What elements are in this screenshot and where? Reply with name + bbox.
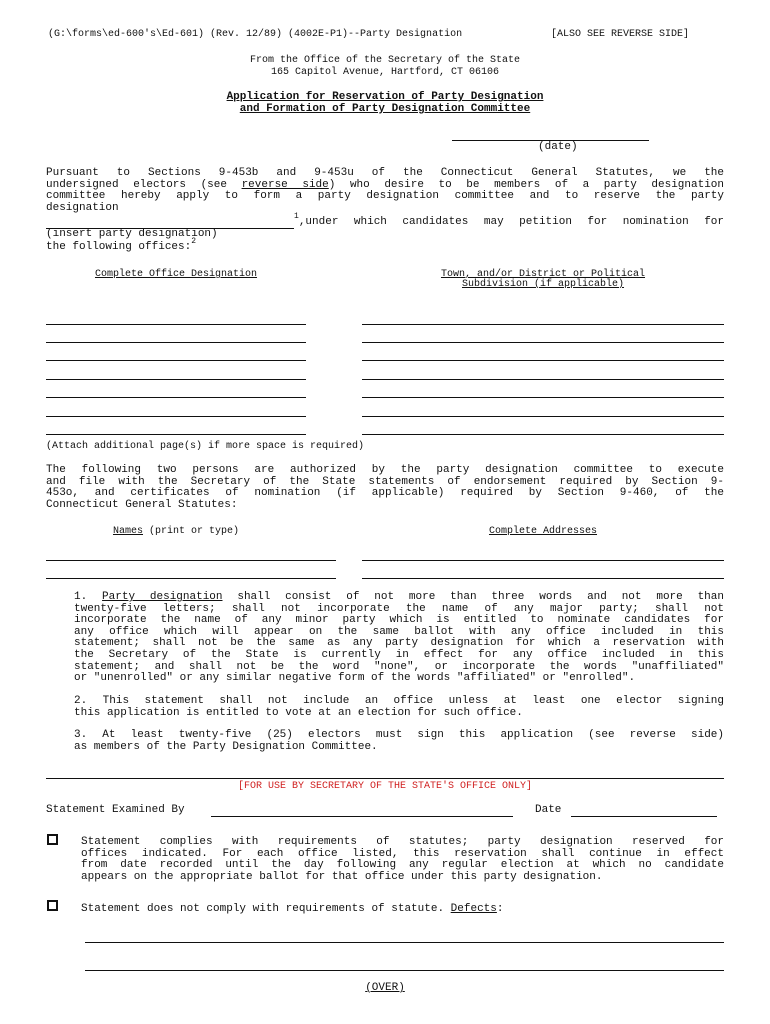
office-line[interactable]	[46, 416, 306, 417]
town-line[interactable]	[362, 342, 724, 343]
town-line[interactable]	[362, 360, 724, 361]
authorized-line-2: and file with the Secretary of the State statements of endorsement required by Section 9-	[46, 475, 724, 488]
intro-line-2: undersigned electors (see reverse side) who desire to be members of a party designation	[46, 178, 725, 191]
authorized-line-1: The following two persons are authorized by the party designation committee to execute	[46, 464, 724, 476]
intro-line-1: Pursuant to Sections 9-453b and 9-453u of the Connecticut General Statutes, we the	[46, 167, 724, 179]
note-2-line-2: this application is entitled to vote at an election for such office.	[74, 706, 523, 719]
complies-line-1: Statement complies with requirements of statutes; party designation reserved for	[81, 836, 724, 848]
office-line-1: From the Office of the Secretary of the State	[249, 55, 521, 66]
date-label: (date)	[538, 141, 578, 153]
complies-line-2: offices indicated. For each office listed, this reservation shall continue in effect	[81, 847, 724, 860]
note-1-line-2: twenty-five letters; shall not incorporate the name of any major party; shall not	[74, 602, 724, 615]
authorized-line-4: Connecticut General Statutes:	[46, 498, 238, 511]
office-line[interactable]	[46, 342, 306, 343]
office-line-2: 165 Capitol Avenue, Hartford, CT 06106	[270, 67, 500, 78]
defects-line-2[interactable]	[85, 970, 724, 971]
note-1-line-3: incorporate the name of any minor party which is entitled to nominate candidates for	[74, 614, 724, 627]
addresses-column-header: Complete Addresses	[488, 526, 598, 537]
town-line[interactable]	[362, 434, 724, 435]
note-1	[74, 592, 724, 685]
see-reverse-note: [ALSO SEE REVERSE SIDE]	[551, 29, 690, 40]
complies-line-3: from date recorded until the day following any regular election at which no candidate	[81, 859, 724, 872]
examined-by-line[interactable]	[211, 816, 513, 817]
intro-line-4: designation	[46, 201, 119, 214]
note-3	[74, 730, 724, 753]
office-line[interactable]	[46, 397, 306, 398]
note-1-line-8: or "unenrolled" or any similar negative form of the words "affiliated" or "enrolled".	[74, 672, 636, 685]
complies-line-4: appears on the appropriate ballot for that office under this party designation.	[81, 870, 603, 883]
complies-checkbox[interactable]	[47, 834, 58, 845]
town-column-header-2: Subdivision (if applicable)	[461, 279, 625, 290]
note-1-line-5: statement; shall not be the same as any party designation for which a reservation with	[74, 637, 724, 650]
footnote-1-marker: 1	[294, 212, 299, 222]
defects-line-1[interactable]	[85, 942, 724, 943]
title-line-1: Application for Reservation of Party Designation	[226, 91, 544, 103]
note-3-line-1: 3. At least twenty-five (25) electors must sign this application (see reverse side)	[74, 729, 724, 741]
office-line[interactable]	[46, 434, 306, 435]
following-offices-label: the following offices:$^2$	[46, 237, 197, 253]
name-line-1[interactable]	[46, 560, 336, 561]
office-line[interactable]	[46, 360, 306, 361]
address-line-2[interactable]	[362, 578, 724, 579]
complies-text	[81, 837, 724, 883]
town-line[interactable]	[362, 397, 724, 398]
examined-by-label: Statement Examined By	[46, 804, 185, 816]
office-line[interactable]	[46, 324, 306, 325]
attach-note: (Attach additional page(s) if more space is required)	[46, 441, 365, 452]
insert-designation-label: (insert party designation)	[46, 228, 218, 240]
town-column-header-1: Town, and/or District or Political	[440, 269, 646, 280]
note-2-line-1: 2. This statement shall not include an office unless at least one elector signing	[74, 695, 724, 707]
town-line[interactable]	[362, 379, 724, 380]
intro-paragraph	[46, 168, 724, 214]
footnote-2-marker: 2	[191, 237, 197, 247]
town-line[interactable]	[362, 324, 724, 325]
official-date-line[interactable]	[571, 816, 717, 817]
official-divider	[46, 778, 724, 779]
not-comply-text: Statement does not comply with requirements of statute. Defects:	[81, 903, 504, 915]
form-reference: (G:\forms\ed-600's\Ed-601) (Rev. 12/89) (4002E-P1)--Party Designation	[48, 29, 463, 40]
note-2	[74, 696, 724, 719]
address-line-1[interactable]	[362, 560, 724, 561]
intro-line-5: $^1$,under which candidates may petition for nomination for	[294, 212, 724, 228]
note-1-line-6: the Secretary of the State is currently in effect for any office included in this	[74, 648, 724, 661]
town-line[interactable]	[362, 416, 724, 417]
intro-line-3: committee hereby apply to form a party designation committee and to reserve the party	[46, 190, 724, 203]
names-column-header: Names (print or type)	[112, 526, 240, 537]
note-1-line-1: 1. Party designation shall consist of not more than three words and not more than	[74, 591, 724, 603]
over-label: (OVER)	[365, 982, 405, 994]
title-line-2: and Formation of Party Designation Committee	[239, 103, 531, 115]
name-line-2[interactable]	[46, 578, 336, 579]
note-1-line-7: statement; and shall not be the word "none", or incorporate the words "unaffiliated"	[74, 660, 724, 673]
note-1-line-4: any office which will appear on the same ballot with any office included in this	[74, 625, 724, 638]
official-use-banner: [FOR USE BY SECRETARY OF THE STATE'S OFFICE ONLY]	[237, 781, 533, 792]
authorized-line-3: 453o, and certificates of nomination (if applicable) required by Section 9-460, of the	[46, 487, 724, 500]
reverse-side-link[interactable]: reverse side	[241, 178, 329, 191]
office-column-header: Complete Office Designation	[94, 269, 258, 280]
official-date-label: Date	[535, 804, 562, 816]
not-comply-checkbox[interactable]	[47, 900, 58, 911]
defects-label: Defects	[450, 903, 497, 915]
note-3-line-2: as members of the Party Designation Committee.	[74, 740, 378, 753]
office-line[interactable]	[46, 379, 306, 380]
authorized-paragraph	[46, 465, 724, 511]
